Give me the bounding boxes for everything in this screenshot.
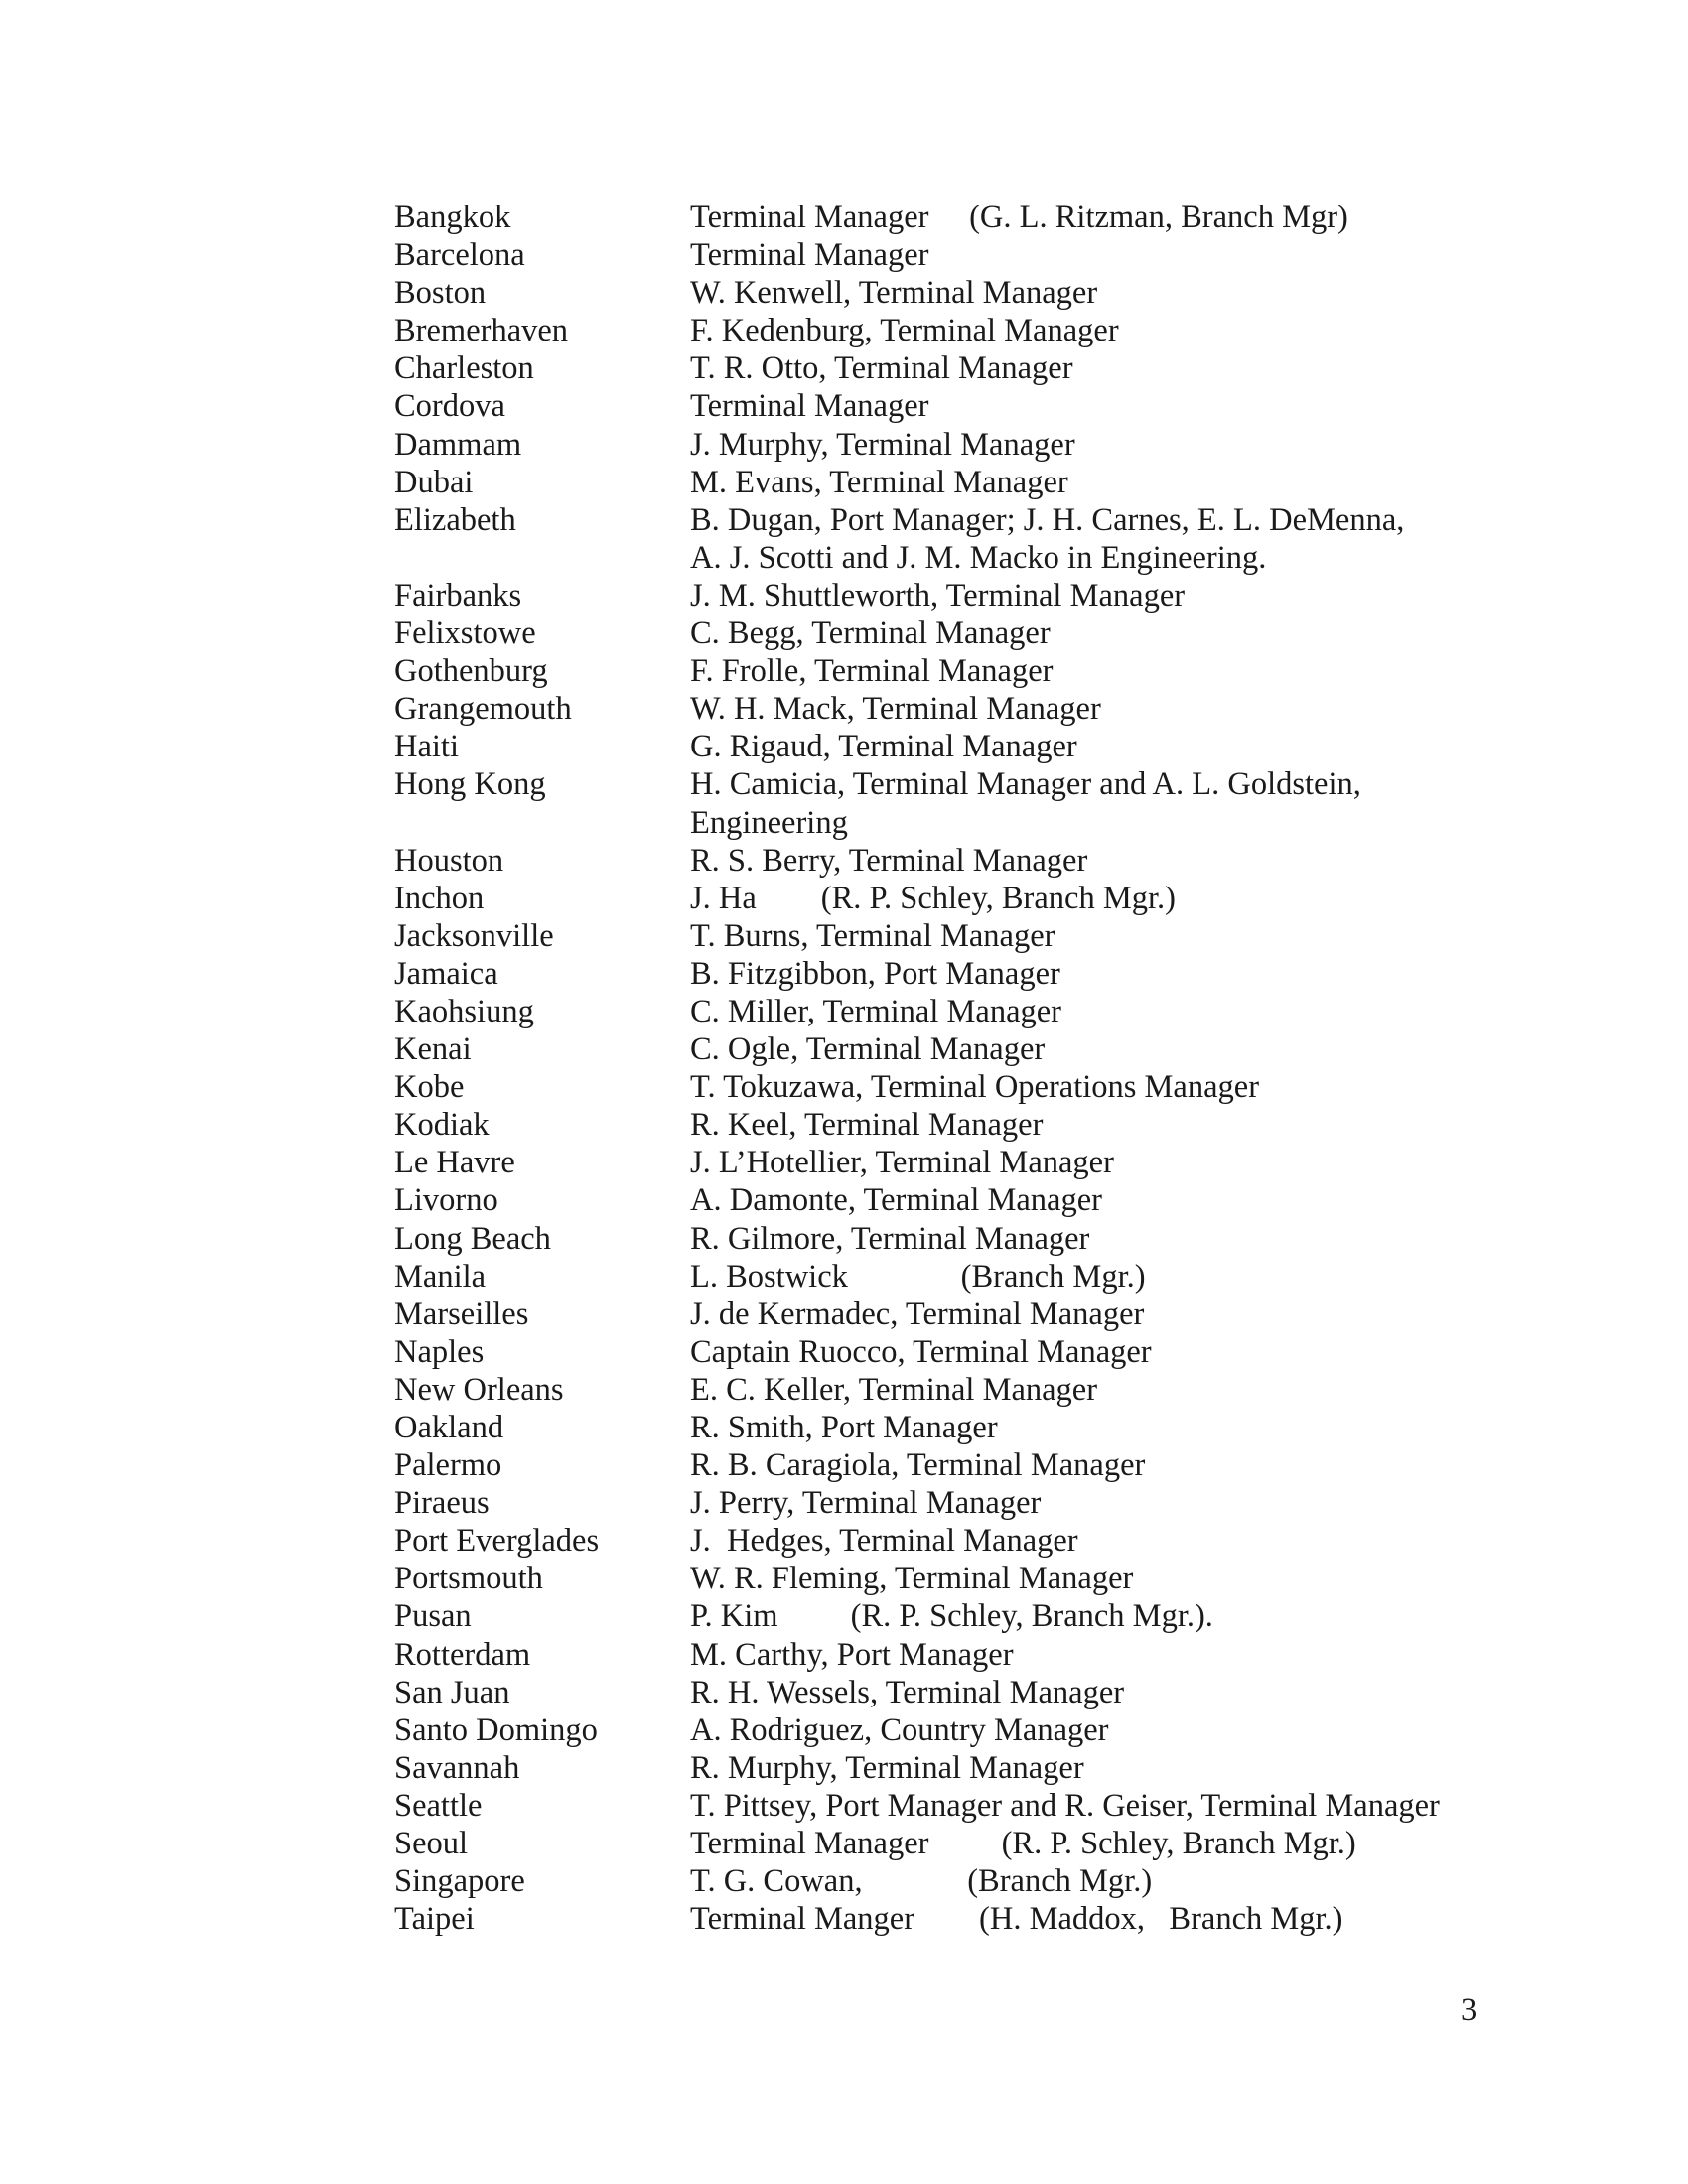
- manager-detail-line: F. Frolle, Terminal Manager: [690, 653, 1054, 690]
- directory-row: [394, 842, 1496, 880]
- manager-detail: [690, 577, 1496, 614]
- manager-detail: [690, 274, 1496, 312]
- manager-detail: [690, 1787, 1496, 1825]
- directory-row: [394, 652, 1496, 690]
- city-name: Hong Kong: [394, 766, 546, 803]
- manager-detail-line: C. Miller, Terminal Manager: [690, 993, 1061, 1029]
- manager-detail: [690, 501, 1496, 577]
- manager-detail-line: B. Fitzgibbon, Port Manager: [690, 955, 1060, 992]
- manager-detail: [690, 1258, 1496, 1296]
- city-name: Rotterdam: [394, 1636, 531, 1673]
- manager-detail: [690, 1409, 1496, 1446]
- manager-detail-continuation: Engineering: [690, 804, 848, 841]
- city-name: Kodiak: [394, 1107, 490, 1144]
- manager-detail: [690, 1636, 1496, 1674]
- manager-detail: [690, 464, 1496, 501]
- city-name: Pusan: [394, 1598, 472, 1635]
- manager-detail: [690, 765, 1496, 841]
- city-name: Naples: [394, 1333, 485, 1370]
- directory-row: [394, 274, 1496, 312]
- manager-detail: [690, 1560, 1496, 1597]
- manager-detail-line: J. Perry, Terminal Manager: [690, 1485, 1042, 1522]
- page-number: 3: [1461, 1992, 1477, 2028]
- city-name: Oakland: [394, 1410, 504, 1445]
- manager-detail-line: C. Ogle, Terminal Manager: [690, 1031, 1046, 1068]
- city-name: Jacksonville: [394, 917, 554, 954]
- manager-detail: [690, 1030, 1496, 1068]
- manager-detail: [690, 1862, 1496, 1900]
- directory-row: [394, 1674, 1496, 1711]
- city-name: Livorno: [394, 1182, 498, 1219]
- directory-row: [394, 1409, 1496, 1446]
- directory-row: [394, 501, 1496, 577]
- terminal-directory-list: [394, 199, 1496, 1938]
- manager-detail: [690, 1484, 1496, 1522]
- manager-detail-line: J. Murphy, Terminal Manager: [690, 426, 1075, 463]
- manager-detail-line: W. Kenwell, Terminal Manager: [690, 275, 1098, 312]
- city-name: Jamaica: [394, 955, 498, 992]
- manager-detail-line: W. R. Fleming, Terminal Manager: [690, 1561, 1134, 1597]
- manager-detail: [690, 426, 1496, 464]
- directory-row: [394, 1711, 1496, 1749]
- manager-detail-line: Terminal Manager (R. P. Schley, Branch Mgr.): [690, 1826, 1356, 1862]
- directory-row: [394, 955, 1496, 993]
- directory-row: [394, 917, 1496, 955]
- directory-row: [394, 312, 1496, 349]
- manager-detail: [690, 955, 1496, 993]
- manager-detail: [690, 1106, 1496, 1144]
- manager-detail-line: T. G. Cowan, (Branch Mgr.): [690, 1863, 1153, 1900]
- city-name: Haiti: [394, 729, 459, 765]
- city-name: Grangemouth: [394, 691, 572, 728]
- directory-row: [394, 1560, 1496, 1597]
- directory-row: [394, 1484, 1496, 1522]
- city-name: Le Havre: [394, 1145, 515, 1181]
- manager-detail-line: R. Murphy, Terminal Manager: [690, 1749, 1084, 1786]
- city-name: Boston: [394, 275, 487, 312]
- city-name: Port Everglades: [394, 1523, 600, 1560]
- directory-row: [394, 993, 1496, 1030]
- manager-detail: [690, 1220, 1496, 1258]
- manager-detail-line: R. H. Wessels, Terminal Manager: [690, 1674, 1125, 1710]
- manager-detail-line: E. C. Keller, Terminal Manager: [690, 1371, 1098, 1408]
- manager-detail-line: R. B. Caragiola, Terminal Manager: [690, 1447, 1146, 1484]
- directory-row: [394, 1597, 1496, 1635]
- manager-detail-line: R. Smith, Port Manager: [690, 1410, 998, 1445]
- city-name: San Juan: [394, 1674, 510, 1710]
- manager-detail-line: P. Kim (R. P. Schley, Branch Mgr.).: [690, 1598, 1213, 1635]
- manager-detail-line: C. Begg, Terminal Manager: [690, 615, 1051, 652]
- manager-detail-line: Terminal Manger (H. Maddox, Branch Mgr.): [690, 1901, 1343, 1938]
- directory-row: [394, 614, 1496, 652]
- city-name: Elizabeth: [394, 501, 516, 538]
- manager-detail: [690, 349, 1496, 387]
- manager-detail-line: J. M. Shuttleworth, Terminal Manager: [690, 577, 1186, 614]
- manager-detail: [690, 387, 1496, 425]
- manager-detail-line: J. L’Hotellier, Terminal Manager: [690, 1145, 1114, 1181]
- manager-detail-line: B. Dugan, Port Manager; J. H. Carnes, E. L. DeMenna,: [690, 501, 1405, 538]
- manager-detail: [690, 880, 1496, 917]
- directory-row: [394, 1068, 1496, 1106]
- directory-row: [394, 426, 1496, 464]
- directory-row: [394, 765, 1496, 841]
- manager-detail-line: A. Damonte, Terminal Manager: [690, 1182, 1102, 1219]
- manager-detail: [690, 728, 1496, 765]
- manager-detail: [690, 917, 1496, 955]
- manager-detail-line: G. Rigaud, Terminal Manager: [690, 729, 1077, 765]
- directory-row: [394, 199, 1496, 236]
- manager-detail: [690, 1296, 1496, 1333]
- city-name: Santo Domingo: [394, 1711, 598, 1748]
- directory-row: [394, 1522, 1496, 1560]
- manager-detail-line: Terminal Manager (G. L. Ritzman, Branch Mgr): [690, 200, 1348, 235]
- directory-row: [394, 1106, 1496, 1144]
- manager-detail-line: T. Tokuzawa, Terminal Operations Manager: [690, 1069, 1260, 1106]
- directory-row: [394, 1220, 1496, 1258]
- directory-row: [394, 1636, 1496, 1674]
- manager-detail-line: A. Rodriguez, Country Manager: [690, 1711, 1109, 1748]
- manager-detail: [690, 652, 1496, 690]
- directory-row: [394, 1371, 1496, 1409]
- directory-row: [394, 1030, 1496, 1068]
- manager-detail-line: W. H. Mack, Terminal Manager: [690, 691, 1101, 728]
- manager-detail: [690, 993, 1496, 1030]
- manager-detail-line: M. Evans, Terminal Manager: [690, 464, 1068, 500]
- directory-row: [394, 1446, 1496, 1484]
- directory-row: [394, 1144, 1496, 1181]
- manager-detail-line: F. Kedenburg, Terminal Manager: [690, 313, 1119, 349]
- city-name: Palermo: [394, 1447, 502, 1484]
- manager-detail-continuation: A. J. Scotti and J. M. Macko in Engineering.: [690, 539, 1267, 576]
- manager-detail: [690, 1446, 1496, 1484]
- directory-row: [394, 880, 1496, 917]
- manager-detail-line: H. Camicia, Terminal Manager and A. L. Goldstein,: [690, 766, 1361, 803]
- city-name: Dubai: [394, 464, 474, 500]
- directory-row: [394, 577, 1496, 614]
- manager-detail-line: T. Pittsey, Port Manager and R. Geiser, Terminal Manager: [690, 1787, 1440, 1824]
- city-name: Houston: [394, 842, 504, 879]
- manager-detail: [690, 1333, 1496, 1371]
- manager-detail: [690, 1068, 1496, 1106]
- city-name: Savannah: [394, 1749, 520, 1786]
- manager-detail-line: Terminal Manager: [690, 388, 929, 425]
- directory-row: [394, 349, 1496, 387]
- manager-detail: [690, 1825, 1496, 1862]
- city-name: Bangkok: [394, 200, 511, 235]
- city-name: Fairbanks: [394, 577, 522, 614]
- city-name: Portsmouth: [394, 1561, 543, 1597]
- manager-detail-line: Captain Ruocco, Terminal Manager: [690, 1333, 1152, 1370]
- manager-detail: [690, 1749, 1496, 1787]
- city-name: Seoul: [394, 1826, 469, 1862]
- city-name: Marseilles: [394, 1296, 529, 1332]
- directory-row: [394, 690, 1496, 728]
- directory-row: [394, 1900, 1496, 1938]
- city-name: Piraeus: [394, 1485, 490, 1522]
- manager-detail: [690, 614, 1496, 652]
- directory-row: [394, 1862, 1496, 1900]
- manager-detail: [690, 690, 1496, 728]
- manager-detail-line: J. Hedges, Terminal Manager: [690, 1523, 1078, 1560]
- directory-row: [394, 464, 1496, 501]
- manager-detail-line: T. R. Otto, Terminal Manager: [690, 350, 1073, 387]
- directory-row: [394, 1181, 1496, 1219]
- city-name: Seattle: [394, 1787, 483, 1824]
- directory-row: [394, 1749, 1496, 1787]
- manager-detail: [690, 1674, 1496, 1711]
- city-name: Kaohsiung: [394, 993, 534, 1029]
- directory-row: [394, 387, 1496, 425]
- manager-detail: [690, 1181, 1496, 1219]
- manager-detail-line: T. Burns, Terminal Manager: [690, 917, 1055, 954]
- directory-row: [394, 1296, 1496, 1333]
- city-name: Charleston: [394, 350, 534, 387]
- manager-detail: [690, 1900, 1496, 1938]
- city-name: Taipei: [394, 1901, 475, 1938]
- manager-detail: [690, 1522, 1496, 1560]
- directory-row: [394, 1787, 1496, 1825]
- manager-detail: [690, 1711, 1496, 1749]
- manager-detail-line: M. Carthy, Port Manager: [690, 1636, 1014, 1673]
- manager-detail: [690, 1144, 1496, 1181]
- manager-detail-line: L. Bostwick (Branch Mgr.): [690, 1258, 1146, 1295]
- directory-row: [394, 728, 1496, 765]
- manager-detail-line: Terminal Manager: [690, 237, 929, 274]
- city-name: Barcelona: [394, 237, 525, 274]
- manager-detail-line: R. Gilmore, Terminal Manager: [690, 1220, 1090, 1257]
- manager-detail-line: J. Ha (R. P. Schley, Branch Mgr.): [690, 880, 1176, 916]
- manager-detail-line: J. de Kermadec, Terminal Manager: [690, 1296, 1145, 1332]
- city-name: Inchon: [394, 880, 485, 916]
- city-name: Long Beach: [394, 1220, 551, 1257]
- manager-detail: [690, 1597, 1496, 1635]
- city-name: Kobe: [394, 1069, 465, 1106]
- city-name: Felixstowe: [394, 615, 536, 652]
- manager-detail: [690, 199, 1496, 236]
- city-name: Gothenburg: [394, 653, 548, 690]
- manager-detail-line: R. S. Berry, Terminal Manager: [690, 842, 1088, 879]
- manager-detail-line: R. Keel, Terminal Manager: [690, 1107, 1044, 1144]
- city-name: Singapore: [394, 1863, 525, 1900]
- manager-detail: [690, 236, 1496, 274]
- city-name: Kenai: [394, 1031, 472, 1068]
- directory-row: [394, 1825, 1496, 1862]
- city-name: Dammam: [394, 426, 522, 463]
- manager-detail: [690, 312, 1496, 349]
- manager-detail: [690, 842, 1496, 880]
- city-name: Bremerhaven: [394, 313, 569, 349]
- city-name: New Orleans: [394, 1371, 564, 1408]
- city-name: Cordova: [394, 388, 505, 425]
- directory-row: [394, 1333, 1496, 1371]
- directory-row: [394, 236, 1496, 274]
- manager-detail: [690, 1371, 1496, 1409]
- directory-row: [394, 1258, 1496, 1296]
- city-name: Manila: [394, 1258, 487, 1295]
